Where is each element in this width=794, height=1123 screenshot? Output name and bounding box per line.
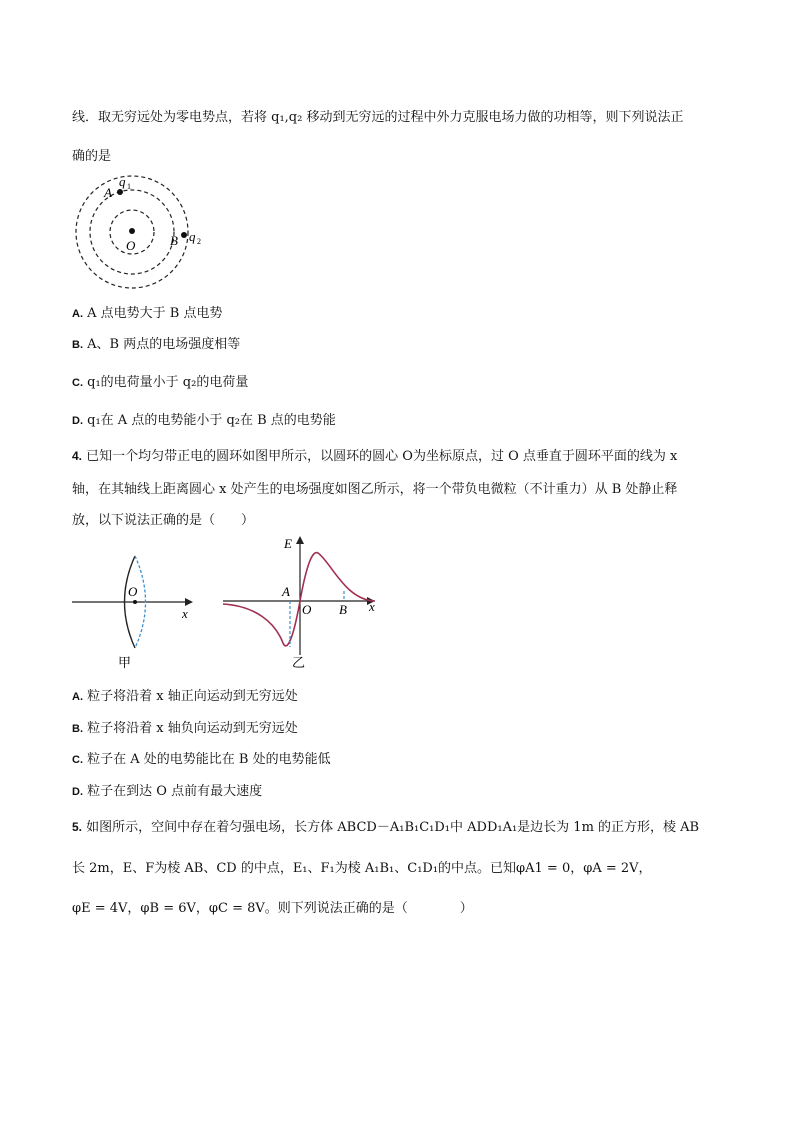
jia-label-x: x — [182, 606, 188, 621]
yi-label-x: x — [369, 599, 375, 614]
jia-label-O: O — [128, 584, 138, 599]
label-O: O — [126, 238, 136, 253]
label-q2: q — [189, 229, 196, 244]
q3-option-c[interactable]: C. q₁的电荷量小于 q₂的电荷量 — [72, 375, 249, 390]
yi-label-O: O — [302, 602, 312, 617]
yi-label-B: B — [339, 602, 347, 617]
q3-concentric-circles-figure — [60, 170, 220, 295]
q3-stem-line2: 确的是 — [72, 149, 112, 164]
q4-option-d[interactable]: D. 粒子在到达 O 点前有最大速度 — [72, 784, 263, 799]
q3-stem-line1: 线．取无穷远处为零电势点，若将 q₁,q₂ 移动到无穷远的过程中外力克服电场力做的功相等，则下列说法正 — [72, 110, 684, 125]
jia-x-axis-arrow — [185, 598, 193, 606]
q3-option-b[interactable]: B. A、B 两点的电场强度相等 — [72, 337, 241, 352]
yi-e-axis-arrow — [296, 536, 304, 544]
q4-stem-line2: 轴，在其轴线上距离圆心 x 处产生的电场强度如图乙所示，将一个带负电微粒（不计重力）从 B 处静止释 — [72, 482, 678, 497]
q2-dot — [181, 232, 187, 238]
q4-option-a[interactable]: A. 粒子将沿着 x 轴正向运动到无穷远处 — [72, 689, 298, 704]
label-A: A — [104, 185, 112, 200]
q4-e-x-graph-yi — [215, 530, 385, 675]
q4-stem-line1: 4. 已知一个均匀带正电的圆环如图甲所示，以圆环的圆心 O为坐标原点，过 O 点垂直于圆环平面的线为 x — [72, 449, 678, 464]
yi-caption: 乙 — [292, 655, 306, 670]
jia-caption: 甲 — [118, 655, 132, 670]
yi-label-A: A — [282, 584, 290, 599]
q1-dot — [117, 189, 123, 195]
label-B: B — [170, 233, 178, 248]
label-q1: q — [119, 174, 126, 189]
yi-label-E: E — [284, 536, 292, 551]
label-q1-sub: 1 — [127, 182, 131, 191]
q4-stem-line3: 放，以下说法正确的是（ ） — [72, 513, 255, 528]
q3-option-a[interactable]: A. A 点电势大于 B 点电势 — [72, 306, 223, 321]
q5-stem-line1: 5. 如图所示，空间中存在着匀强电场，长方体 ABCD－A₁B₁C₁D₁中 ADD₁A₁是边长为 1m 的正方形，棱 AB — [72, 820, 700, 835]
q5-stem-line3: φE = 4V，φB = 6V，φC = 8V。则下列说法正确的是（ ） — [72, 901, 473, 916]
label-q2-sub: 2 — [197, 237, 201, 246]
q3-option-d[interactable]: D. q₁在 A 点的电势能小于 q₂在 B 点的电势能 — [72, 413, 336, 428]
q5-stem-line2: 长 2m，E、F为棱 AB、CD 的中点，E₁、F₁为棱 A₁B₁、C₁D₁的中点。已知φA1 = 0，φA = 2V， — [72, 861, 652, 876]
electric-field-curve — [223, 553, 375, 646]
center-charge-dot — [129, 228, 135, 234]
q4-option-c[interactable]: C. 粒子在 A 处的电势能比在 B 处的电势能低 — [72, 752, 331, 767]
ring-center-dot — [133, 600, 137, 604]
q4-ring-figure-jia — [70, 550, 200, 675]
q4-option-b[interactable]: B. 粒子将沿着 x 轴负向运动到无穷远处 — [72, 721, 298, 736]
